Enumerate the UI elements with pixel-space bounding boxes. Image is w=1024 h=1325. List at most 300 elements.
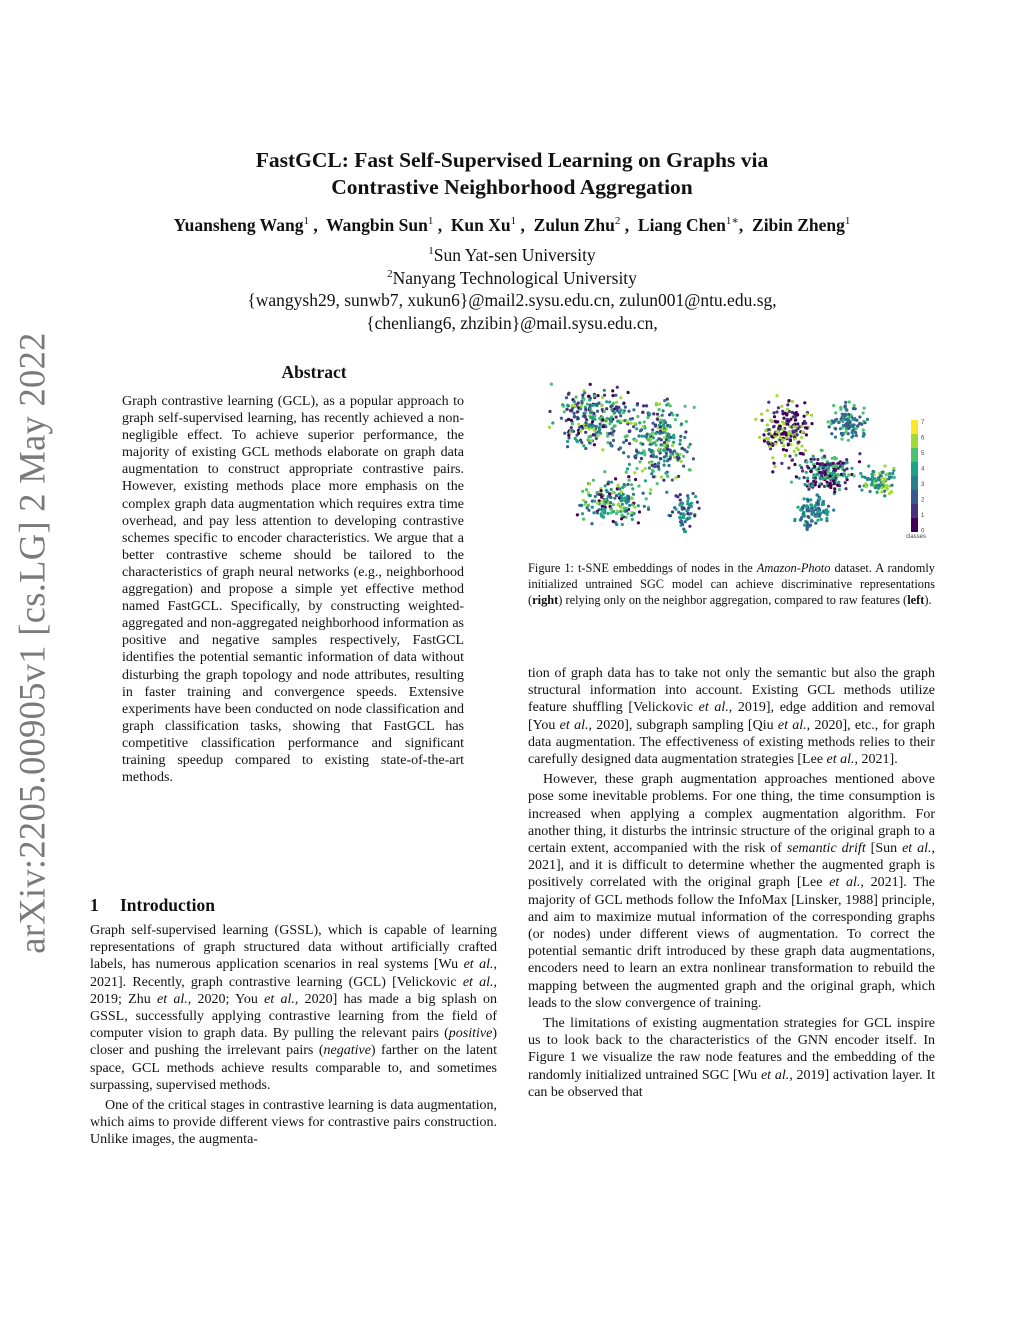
embedding-point bbox=[844, 418, 847, 421]
embedding-point bbox=[810, 519, 813, 522]
embedding-point bbox=[855, 434, 858, 437]
embedding-point bbox=[762, 433, 765, 436]
embedding-point bbox=[844, 401, 847, 404]
embedding-point bbox=[790, 481, 793, 484]
embedding-point bbox=[679, 453, 682, 456]
embedding-point bbox=[666, 475, 669, 478]
embedding-point bbox=[842, 472, 845, 475]
embedding-point bbox=[627, 391, 630, 394]
embedding-point bbox=[814, 477, 817, 480]
embedding-point bbox=[787, 466, 790, 469]
embedding-point bbox=[801, 507, 804, 510]
embedding-point bbox=[570, 426, 573, 429]
embedding-point bbox=[626, 483, 629, 486]
embedding-point bbox=[657, 461, 660, 464]
embedding-point bbox=[858, 415, 861, 418]
embedding-point bbox=[601, 511, 604, 514]
embedding-point bbox=[788, 455, 791, 458]
embedding-point bbox=[853, 404, 856, 407]
embedding-point bbox=[566, 445, 569, 448]
embedding-point bbox=[622, 402, 625, 405]
embedding-point bbox=[626, 467, 629, 470]
embedding-point bbox=[574, 437, 577, 440]
embedding-point bbox=[585, 418, 588, 421]
embedding-point bbox=[635, 427, 638, 430]
embedding-point bbox=[648, 413, 651, 416]
embedding-point bbox=[636, 415, 639, 418]
embedding-point bbox=[870, 483, 873, 486]
author-name: Zibin Zheng bbox=[752, 214, 845, 235]
embedding-point bbox=[660, 419, 663, 422]
embedding-point bbox=[642, 404, 645, 407]
embedding-point bbox=[649, 443, 652, 446]
embedding-point bbox=[827, 420, 830, 423]
embedding-point bbox=[766, 409, 769, 412]
embedding-point bbox=[627, 410, 630, 413]
embedding-point bbox=[582, 444, 585, 447]
embedding-point bbox=[611, 404, 614, 407]
embedding-point bbox=[832, 479, 835, 482]
embedding-point bbox=[843, 469, 846, 472]
embedding-point bbox=[593, 499, 596, 502]
embedding-point bbox=[575, 396, 578, 399]
embedding-point bbox=[593, 418, 596, 421]
embedding-point bbox=[593, 394, 596, 397]
embedding-point bbox=[595, 437, 598, 440]
embedding-point bbox=[823, 455, 826, 458]
embedding-point bbox=[588, 482, 591, 485]
author-affiliation-mark: 1 bbox=[510, 215, 517, 227]
embedding-point bbox=[615, 405, 618, 408]
embedding-point bbox=[761, 419, 764, 422]
embedding-point bbox=[818, 498, 821, 501]
embedding-point bbox=[828, 425, 831, 428]
embedding-point bbox=[566, 404, 569, 407]
embedding-point bbox=[689, 512, 692, 515]
embedding-point bbox=[844, 404, 847, 407]
embedding-point bbox=[638, 421, 641, 424]
embedding-point bbox=[890, 476, 893, 479]
embedding-point bbox=[659, 457, 662, 460]
right-column-body bbox=[528, 665, 935, 1104]
embedding-point bbox=[763, 439, 766, 442]
embedding-point bbox=[803, 476, 806, 479]
section-title: Introduction bbox=[120, 895, 215, 915]
author-name: Wangbin Sun bbox=[326, 214, 428, 235]
colorbar-segment bbox=[911, 518, 918, 532]
embedding-point bbox=[573, 415, 576, 418]
author-list: Yuansheng Wang$^1$ , Wangbin Sun$^1$ , Kun Xu$^1$ , Zulun Zhu$^2$ , Liang Chen$^{1∗}$, Zibin Zheng$^1$ bbox=[173, 214, 851, 235]
embedding-point bbox=[817, 511, 820, 514]
embedding-point bbox=[767, 428, 770, 431]
embedding-point bbox=[628, 479, 631, 482]
embedding-point bbox=[874, 486, 877, 489]
embedding-point bbox=[617, 502, 620, 505]
embedding-point bbox=[591, 416, 594, 419]
embedding-point bbox=[576, 410, 579, 413]
embedding-point bbox=[592, 479, 595, 482]
embedding-point bbox=[671, 510, 674, 513]
embedding-point bbox=[851, 429, 854, 432]
intro-paragraph-5: The limitations of existing augmentation strategies for GCL inspire us to look back to the characteristics of the GNN encoder itself. In Figure 1 we visualize the raw node features and the embedding of the randomly initialized untrained SGC [Wu et al., 2019] activation layer. It can be observed that bbox=[528, 1016, 935, 1100]
affiliation-mark: 1 bbox=[428, 245, 434, 257]
embedding-point bbox=[603, 389, 606, 392]
embedding-point bbox=[585, 426, 588, 429]
embedding-point bbox=[815, 473, 818, 476]
embedding-point bbox=[809, 498, 812, 501]
embedding-point bbox=[781, 410, 784, 413]
embedding-point bbox=[823, 472, 826, 475]
embedding-point bbox=[772, 425, 775, 428]
embedding-point bbox=[688, 516, 691, 519]
embedding-point bbox=[802, 513, 805, 516]
embedding-point bbox=[620, 420, 623, 423]
embedding-point bbox=[782, 422, 785, 425]
embedding-point bbox=[813, 458, 816, 461]
embedding-point bbox=[571, 422, 574, 425]
embedding-point bbox=[624, 516, 627, 519]
embedding-point bbox=[666, 448, 669, 451]
embedding-point bbox=[577, 423, 580, 426]
embedding-point bbox=[693, 514, 696, 517]
embedding-point bbox=[657, 465, 660, 468]
embedding-point bbox=[666, 436, 669, 439]
embedding-point bbox=[793, 412, 796, 415]
embedding-point bbox=[674, 476, 677, 479]
embedding-point bbox=[809, 470, 812, 473]
embedding-point bbox=[651, 469, 654, 472]
embedding-point bbox=[781, 428, 784, 431]
embedding-point bbox=[624, 406, 627, 409]
embedding-point bbox=[679, 439, 682, 442]
embedding-point bbox=[587, 435, 590, 438]
embedding-point bbox=[869, 490, 872, 493]
embedding-point bbox=[862, 432, 865, 435]
embedding-point bbox=[801, 431, 804, 434]
embedding-point bbox=[800, 518, 803, 521]
colorbar-tick-label: 5 bbox=[921, 451, 925, 457]
title-line-1: FastGCL: Fast Self-Supervised Learning on Graphs via bbox=[255, 148, 769, 172]
embedding-point bbox=[659, 425, 662, 428]
embedding-point bbox=[806, 413, 809, 416]
embedding-point bbox=[643, 505, 646, 508]
embedding-point bbox=[601, 505, 604, 508]
embedding-point bbox=[614, 424, 617, 427]
embedding-point bbox=[820, 518, 823, 521]
colorbar-segment bbox=[911, 420, 918, 434]
embedding-point bbox=[681, 447, 684, 450]
intro-paragraph-2: One of the critical stages in contrastive learning is data augmentation, which aims to provide different views for contrastive pairs construction. Unlike images, the augmenta- bbox=[90, 1098, 497, 1148]
embedding-point bbox=[669, 514, 672, 517]
embedding-point bbox=[599, 493, 602, 496]
embedding-point bbox=[642, 492, 645, 495]
embedding-point bbox=[862, 435, 865, 438]
embedding-point bbox=[810, 504, 813, 507]
embedding-point bbox=[639, 429, 642, 432]
embedding-point bbox=[795, 404, 798, 407]
embedding-point bbox=[615, 401, 618, 404]
author-name: Yuansheng Wang bbox=[173, 214, 304, 235]
embedding-point bbox=[638, 460, 641, 463]
embedding-point bbox=[791, 400, 794, 403]
embedding-point bbox=[789, 438, 792, 441]
embedding-point bbox=[667, 439, 670, 442]
embedding-point bbox=[634, 439, 637, 442]
embedding-point bbox=[824, 510, 827, 513]
embedding-point bbox=[671, 478, 674, 481]
embedding-point bbox=[625, 471, 628, 474]
embedding-point bbox=[892, 467, 895, 470]
embedding-point bbox=[859, 472, 862, 475]
embedding-point bbox=[816, 462, 819, 465]
embedding-point bbox=[780, 433, 783, 436]
embedding-point bbox=[777, 406, 780, 409]
embedding-point bbox=[863, 421, 866, 424]
embedding-point bbox=[672, 441, 675, 444]
embedding-point bbox=[641, 469, 644, 472]
embedding-point bbox=[800, 445, 803, 448]
embedding-point bbox=[852, 407, 855, 410]
email-line-1: {wangysh29, sunwb7, xukun6}@mail2.sysu.edu.cn, zulun001@ntu.edu.sg, bbox=[247, 290, 777, 310]
embedding-point bbox=[805, 433, 808, 436]
embedding-point bbox=[635, 454, 638, 457]
embedding-point bbox=[605, 407, 608, 410]
embedding-point bbox=[604, 498, 607, 501]
embedding-point bbox=[679, 499, 682, 502]
embedding-point bbox=[679, 524, 682, 527]
embedding-point bbox=[655, 443, 658, 446]
embedding-point bbox=[625, 439, 628, 442]
embedding-point bbox=[630, 422, 633, 425]
embedding-point bbox=[633, 512, 636, 515]
embedding-point bbox=[826, 470, 829, 473]
embedding-point bbox=[660, 476, 663, 479]
embedding-point bbox=[670, 450, 673, 453]
colorbar-segment bbox=[911, 448, 918, 462]
embedding-point bbox=[810, 414, 813, 417]
embedding-point bbox=[816, 458, 819, 461]
embedding-point bbox=[677, 475, 680, 478]
embedding-point bbox=[640, 452, 643, 455]
embedding-point bbox=[632, 493, 635, 496]
embedding-point bbox=[760, 413, 763, 416]
embedding-point bbox=[634, 478, 637, 481]
embedding-point bbox=[806, 465, 809, 468]
author-affiliation-mark: 1 bbox=[303, 215, 309, 227]
embedding-point bbox=[864, 482, 867, 485]
embedding-point bbox=[816, 519, 819, 522]
embedding-point bbox=[605, 400, 608, 403]
embedding-point bbox=[627, 512, 630, 515]
figure-1-caption: Figure 1: t-SNE embeddings of nodes in the Amazon-Photo dataset. A randomly initialized untrained SGC model can achieve discriminative representations (right) relying only on the neighbor aggregation, compared to raw features (left). bbox=[528, 561, 935, 607]
embedding-point bbox=[590, 439, 593, 442]
embedding-point bbox=[640, 457, 643, 460]
embedding-point bbox=[676, 414, 679, 417]
embedding-point bbox=[577, 417, 580, 420]
embedding-point bbox=[689, 468, 692, 471]
embedding-point bbox=[627, 497, 630, 500]
embedding-point bbox=[658, 403, 661, 406]
colorbar-tick-label: 6 bbox=[921, 435, 925, 442]
embedding-point bbox=[620, 490, 623, 493]
tsne-scatter-plot bbox=[528, 362, 935, 562]
embedding-point bbox=[793, 450, 796, 453]
embedding-point bbox=[806, 499, 809, 502]
colorbar bbox=[906, 420, 926, 540]
embedding-point bbox=[885, 486, 888, 489]
embedding-point bbox=[680, 422, 683, 425]
embedding-point bbox=[830, 432, 833, 435]
embedding-point bbox=[659, 430, 662, 433]
embedding-point bbox=[643, 420, 646, 423]
colorbar-segment bbox=[911, 434, 918, 448]
embedding-point bbox=[637, 521, 640, 524]
embedding-point bbox=[654, 432, 657, 435]
embedding-point bbox=[594, 495, 597, 498]
embedding-point bbox=[637, 504, 640, 507]
embedding-point bbox=[798, 477, 801, 480]
embedding-point bbox=[680, 520, 683, 523]
embedding-point bbox=[858, 485, 861, 488]
embedding-point bbox=[692, 457, 695, 460]
affiliation-name: Sun Yat-sen University bbox=[433, 244, 596, 265]
embedding-point bbox=[674, 418, 677, 421]
embedding-point bbox=[771, 442, 774, 445]
embedding-point bbox=[647, 508, 650, 511]
embedding-point bbox=[678, 442, 681, 445]
embedding-point bbox=[605, 418, 608, 421]
embedding-point bbox=[645, 404, 648, 407]
embedding-point bbox=[805, 427, 808, 430]
embedding-point bbox=[685, 420, 688, 423]
embedding-point bbox=[663, 464, 666, 467]
embedding-point bbox=[563, 432, 566, 435]
embedding-point bbox=[684, 530, 687, 533]
embedding-point bbox=[806, 477, 809, 480]
embedding-point bbox=[631, 487, 634, 490]
embedding-point bbox=[610, 511, 613, 514]
embedding-point bbox=[645, 497, 648, 500]
embedding-point bbox=[608, 432, 611, 435]
arxiv-sidebar-stamp bbox=[8, 331, 56, 954]
embedding-point bbox=[638, 510, 641, 513]
embedding-point bbox=[592, 424, 595, 427]
embedding-point bbox=[666, 424, 669, 427]
embedding-point bbox=[596, 511, 599, 514]
embedding-point bbox=[771, 470, 774, 473]
embedding-point bbox=[888, 492, 891, 495]
embedding-point bbox=[669, 457, 672, 460]
embedding-point bbox=[566, 440, 569, 443]
embedding-point bbox=[616, 386, 619, 389]
embedding-point bbox=[815, 515, 818, 518]
embedding-point bbox=[686, 494, 689, 497]
embedding-point bbox=[601, 396, 604, 399]
embedding-point bbox=[803, 415, 806, 418]
embedding-point bbox=[840, 438, 843, 441]
embedding-point bbox=[663, 441, 666, 444]
embedding-point bbox=[593, 434, 596, 437]
embedding-point bbox=[772, 462, 775, 465]
embedding-point bbox=[610, 488, 613, 491]
embedding-point bbox=[882, 481, 885, 484]
embedding-point bbox=[671, 444, 674, 447]
embedding-point bbox=[838, 488, 841, 491]
embedding-point bbox=[641, 411, 644, 414]
embedding-point bbox=[628, 463, 631, 466]
embedding-point bbox=[876, 491, 879, 494]
embedding-point bbox=[619, 396, 622, 399]
embedding-point bbox=[630, 483, 633, 486]
embedding-point bbox=[663, 427, 666, 430]
abstract-text: Graph contrastive learning (GCL), as a popular approach to graph self-supervised learning, has recently achieved a non-negligible effect. To achieve superior performance, the majority of existing GCL methods elaborate on graph data augmentation to construct appropriate contrastive pairs. However, existing methods place more emphasis on the complex graph data augmentation which requires extra time overhead, and pay less attention to developing contrastive schemes specific to encoder characteristics. We argue that a better contrastive scheme should be tailored to the characteristics of graph neural networks (e.g., neighborhood aggregation) and propose a simple yet effective method named FastGCL. Specifically, by constructing weighted-aggregated and non-aggregated neighborhood information as positive and negative samples respectively, FastGCL identifies the potential semantic information of data without disturbing the graph topology and node attributes, resulting in faster training and convergence speeds. Extensive experiments have been conducted on node classification and graph classification tasks, showing that FastGCL has competitive classification performance and significant training speedup compared to existing state-of-the-art methods. bbox=[122, 394, 464, 786]
embedding-point bbox=[581, 401, 584, 404]
embedding-point bbox=[587, 504, 590, 507]
embedding-point bbox=[834, 427, 837, 430]
embedding-point bbox=[651, 428, 654, 431]
embedding-point bbox=[844, 487, 847, 490]
embedding-point bbox=[562, 405, 565, 408]
embedding-point bbox=[631, 417, 634, 420]
embedding-point bbox=[580, 404, 583, 407]
embedding-point bbox=[839, 406, 842, 409]
embedding-point bbox=[587, 491, 590, 494]
embedding-point bbox=[673, 456, 676, 459]
embedding-point bbox=[771, 456, 774, 459]
embedding-point bbox=[837, 462, 840, 465]
embedding-point bbox=[684, 430, 687, 433]
embedding-point bbox=[570, 429, 573, 432]
embedding-point bbox=[550, 383, 553, 386]
embedding-point bbox=[805, 471, 808, 474]
embedding-point bbox=[619, 414, 622, 417]
embedding-point bbox=[628, 504, 631, 507]
embedding-point bbox=[592, 511, 595, 514]
embedding-point bbox=[877, 487, 880, 490]
embedding-point bbox=[600, 489, 603, 492]
embedding-point bbox=[827, 484, 830, 487]
embedding-point bbox=[865, 485, 868, 488]
embedding-point bbox=[584, 431, 587, 434]
embedding-point bbox=[684, 405, 687, 408]
embedding-point bbox=[584, 447, 587, 450]
embedding-point bbox=[666, 398, 669, 401]
embedding-point bbox=[847, 413, 850, 416]
embedding-point bbox=[688, 525, 691, 528]
embedding-point bbox=[785, 433, 788, 436]
embedding-point bbox=[806, 527, 809, 530]
embedding-point bbox=[786, 403, 789, 406]
embedding-point bbox=[576, 440, 579, 443]
embedding-point bbox=[647, 439, 650, 442]
embedding-point bbox=[810, 422, 813, 425]
embedding-point bbox=[596, 410, 599, 413]
embedding-point bbox=[764, 429, 767, 432]
embedding-point bbox=[611, 394, 614, 397]
embedding-point bbox=[584, 503, 587, 506]
embedding-point bbox=[581, 512, 584, 515]
embedding-point bbox=[586, 403, 589, 406]
embedding-point bbox=[590, 522, 593, 525]
colorbar-segment bbox=[911, 490, 918, 504]
embedding-point bbox=[793, 438, 796, 441]
embedding-point bbox=[682, 512, 685, 515]
embedding-point bbox=[662, 449, 665, 452]
colorbar-label: classes bbox=[906, 534, 927, 540]
embedding-point bbox=[837, 421, 840, 424]
embedding-point bbox=[803, 483, 806, 486]
embedding-point bbox=[845, 476, 848, 479]
